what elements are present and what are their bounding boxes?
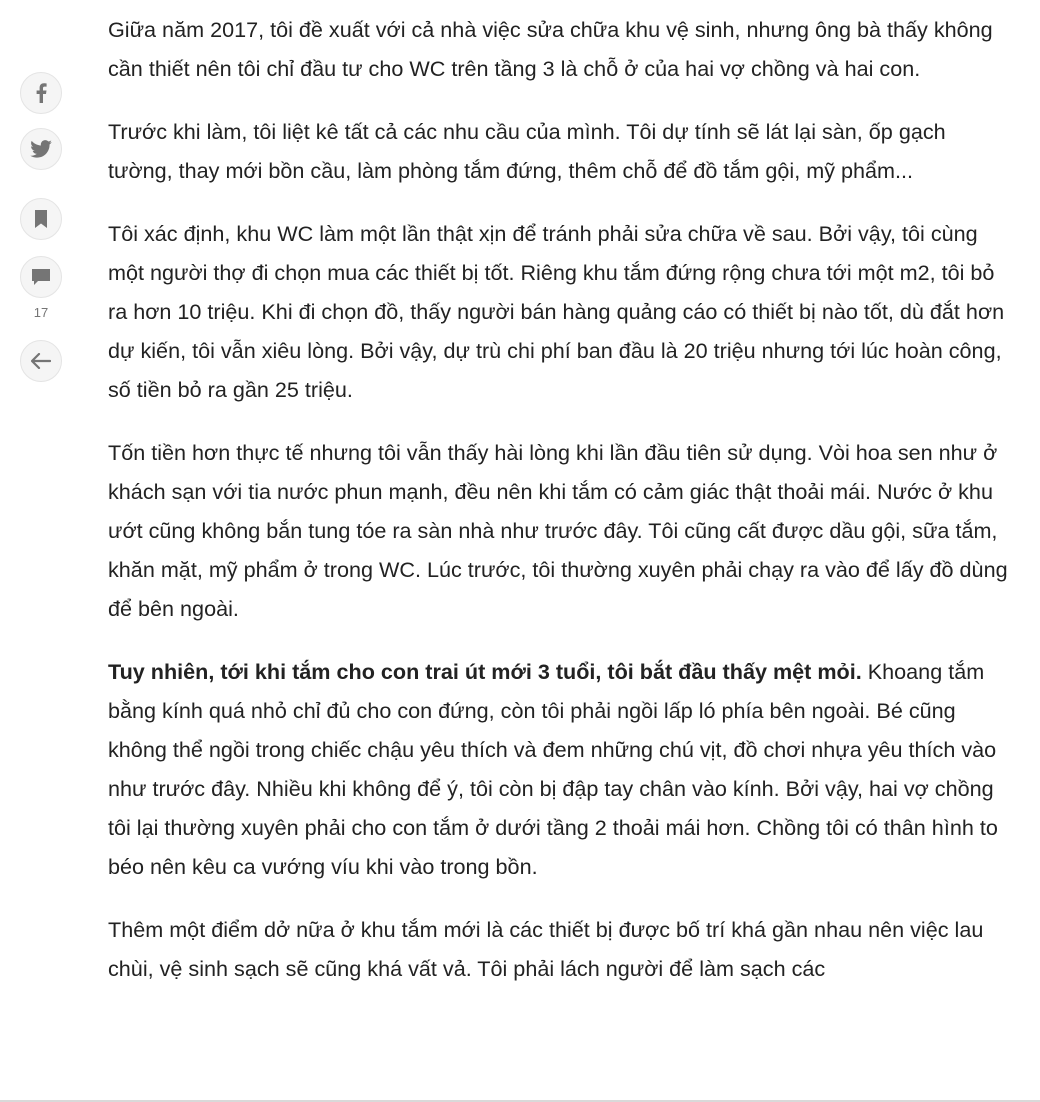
paragraph-3: Tôi xác định, khu WC làm một lần thật xịn để tránh phải sửa chữa về sau. Bởi vậy, tôi cùng một người thợ đi chọn mua các thiết bị tốt. Riêng khu tắm đứng rộng chưa tới một m2, tôi bỏ ra hơn 10 triệu. Khi đi chọn đồ, thấy người bán hàng quảng cáo có thiết bị nào tốt, dù đắt hơn dự kiến, tôi vẫn xiêu lòng. Bởi vậy, dự trù chi phí ban đầu là 20 triệu nhưng tới lúc hoàn công, số tiền bỏ ra gần 25 triệu. xyxy=(108,221,1005,402)
twitter-icon xyxy=(30,140,52,158)
twitter-share-button[interactable] xyxy=(20,128,62,170)
comment-icon xyxy=(31,268,51,286)
comment-button[interactable] xyxy=(20,256,62,298)
article-body xyxy=(108,10,1013,1012)
paragraph-5 xyxy=(108,652,1013,886)
comment-count: 17 xyxy=(33,305,49,320)
paragraph-5-text: Khoang tắm bằng kính quá nhỏ chỉ đủ cho con đứng, còn tôi phải ngồi lấp ló phía bên ngoài. Bé cũng không thể ngồi trong chiếc chậu yêu thích và đem những chú vịt, đồ chơi nhựa yêu thích vào như trước đây. Nhiều khi không để ý, tôi còn bị đập tay chân vào kính. Bởi vậy, hai vợ chồng tôi lại thường xuyên phải cho con tắm ở dưới tầng 2 thoải mái hơn. Chồng tôi có thân hình to béo nên kêu ca vướng víu khi vào trong bồn. xyxy=(108,659,998,879)
paragraph-2: Trước khi làm, tôi liệt kê tất cả các nhu cầu của mình. Tôi dự tính sẽ lát lại sàn, ốp gạch tường, thay mới bồn cầu, làm phòng tắm đứng, thêm chỗ để đồ tắm gội, mỹ phẩm... xyxy=(108,119,946,183)
paragraph-5-bold-lead: Tuy nhiên, tới khi tắm cho con trai út mới 3 tuổi, tôi bắt đầu thấy mệt mỏi. xyxy=(108,659,862,684)
arrow-left-icon xyxy=(31,353,51,369)
paragraph-4: Tốn tiền hơn thực tế nhưng tôi vẫn thấy hài lòng khi lần đầu tiên sử dụng. Vòi hoa sen như ở khách sạn với tia nước phun mạnh, đều nên khi tắm có cảm giác thật thoải mái. Nước ở khu ướt cũng không bắn tung tóe ra sàn nhà như trước đây. Tôi cũng cất được dầu gội, sữa tắm, khăn mặt, mỹ phẩm ở trong WC. Lúc trước, tôi thường xuyên phải chạy ra vào để lấy đồ dùng để bên ngoài. xyxy=(108,440,1008,621)
bookmark-button[interactable] xyxy=(20,198,62,240)
back-button[interactable] xyxy=(20,340,62,382)
paragraph-6: Thêm một điểm dở nữa ở khu tắm mới là các thiết bị được bố trí khá gần nhau nên việc lau chùi, vệ sinh sạch sẽ cũng khá vất vả. Tôi phải lách người để làm sạch các xyxy=(108,917,984,981)
bookmark-icon xyxy=(34,210,48,228)
facebook-share-button[interactable] xyxy=(20,72,62,114)
facebook-icon xyxy=(34,83,48,103)
paragraph-1: Giữa năm 2017, tôi đề xuất với cả nhà việc sửa chữa khu vệ sinh, nhưng ông bà thấy không cần thiết nên tôi chỉ đầu tư cho WC trên tầng 3 là chỗ ở của hai vợ chồng và hai con. xyxy=(108,17,993,81)
